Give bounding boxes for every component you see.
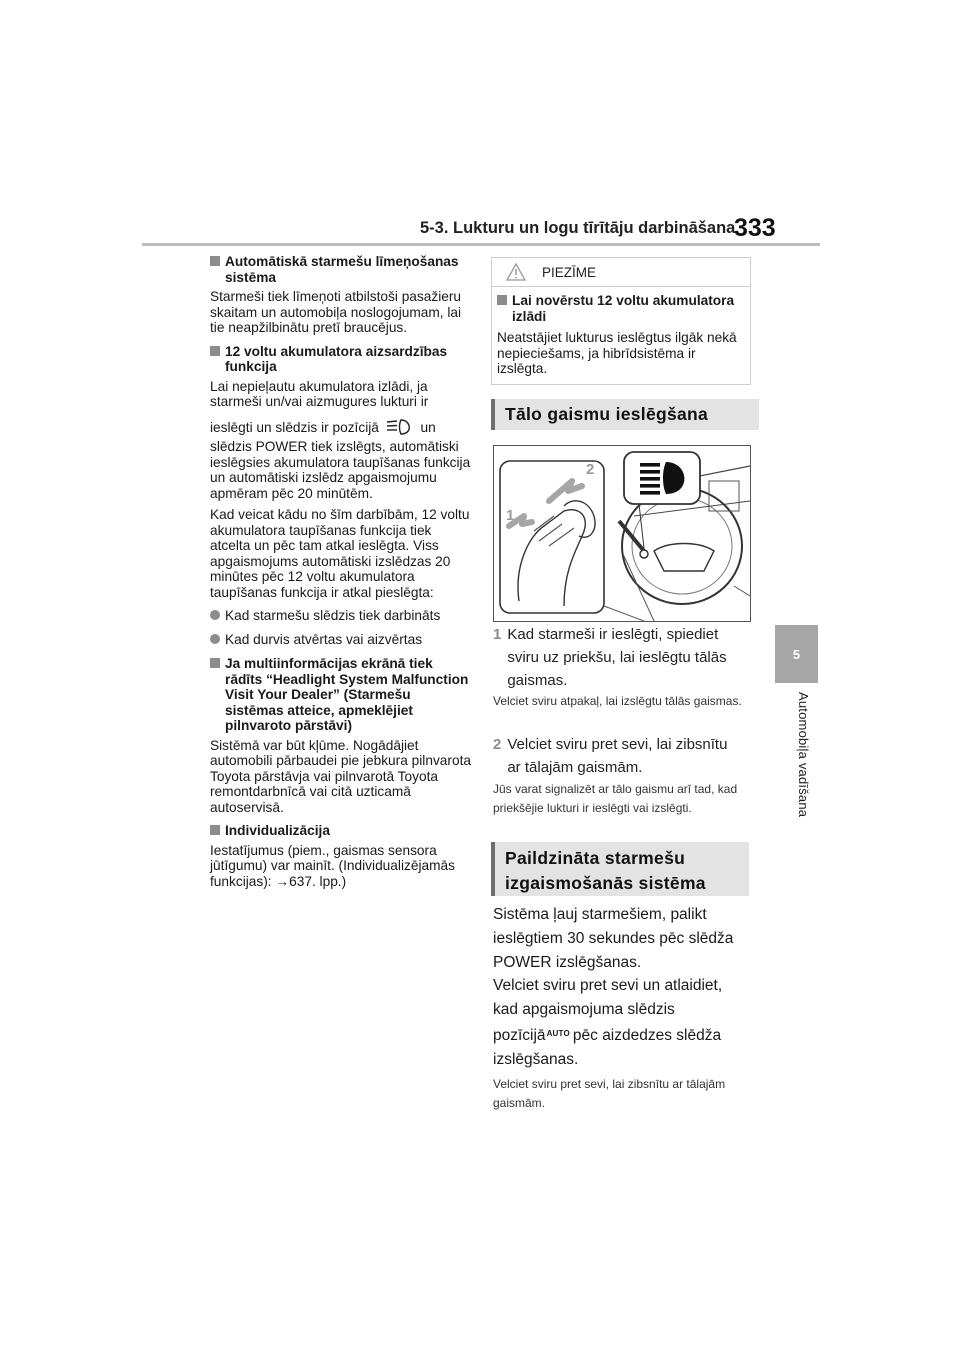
paragraph: Sistēma ļauj starmešiem, palikt ieslēgtiem 30 sekundes pēc slēdža POWER izslēgšanas. — [493, 906, 734, 971]
auto-icon: AUTO — [546, 1029, 570, 1038]
list-item-text: Kad starmešu slēdzis tiek darbināts — [225, 608, 441, 623]
page-number: 333 — [734, 214, 776, 242]
paragraph: Iestatījumus (piem., gaismas sensora jūtīgumu) var mainīt. (Individualizējamās funkcijas): →637. lpp.) — [210, 842, 455, 889]
heading-line-2: izgaismošanās sistēma — [505, 873, 706, 893]
chapter-tab: 5 — [775, 625, 818, 683]
note-header — [492, 258, 750, 287]
note-heading — [497, 293, 745, 324]
lever-illustration — [493, 445, 751, 622]
step-text: Velciet sviru pret sevi, lai zibsnītu ar tālajām gaismām. — [507, 736, 728, 776]
paragraph-text: ieslēgti un slēdzis ir pozīcijā — [210, 419, 379, 435]
paragraph-text: un slēdzis POWER tiek izslēgts, automātiski ieslēgsies akumulatora taupīšanas funkcija un automātiski izslēdz apgaismojumu apmēram pēc 20 minūtēm. — [210, 419, 471, 501]
round-bullet-icon — [210, 610, 220, 620]
step-2-note: Jūs varat signalizēt ar tālo gaismu arī tad, kad priekšējie lukturi ir ieslēgti vai izslēgti. — [493, 782, 738, 815]
step-1-note: Velciet sviru atpakaļ, lai izslēgtu tālās gaismas. — [493, 694, 742, 708]
paragraph-with-icon — [493, 974, 743, 1072]
headlight-icon — [385, 418, 415, 440]
paragraph-text: pēc aizdedzes slēdža izslēgšanas. — [493, 1027, 722, 1068]
high-beam-heading: Tālo gaismu ieslēgšana — [491, 399, 759, 430]
callout-2-label: 2 — [586, 461, 595, 478]
left-column — [210, 254, 472, 889]
section-heading — [210, 656, 472, 734]
paragraph: Starmeši tiek līmeņoti atbilstoši pasažieru skaitam un automobiļa noslogojumam, lai tie neapžilbinātu pretī braucējus. — [210, 289, 462, 335]
heading-text: Individualizācija — [225, 823, 330, 838]
callout-1-label: 1 — [506, 507, 515, 524]
heading-text: Ja multiinformācijas ekrānā tiek rādīts “Headlight System Malfunction Visit Your Dealer” (Starmešu sistēmas atteice, apmeklējiet pilnvaroto pārstāvi) — [225, 656, 469, 733]
list-item — [210, 632, 472, 648]
square-bullet-icon — [210, 658, 220, 668]
square-bullet-icon — [210, 346, 220, 356]
paragraph: Sistēmā var būt kļūme. Nogādājiet automobili pārbaudei pie jebkura pilnvarota Toyota pārstāvja vai pilnvarotā Toyota remontdarbnīcā vai citā uzticamā autoservisā. — [210, 737, 471, 815]
paragraph: Kad veicat kādu no šīm darbībām, 12 voltu akumulatora taupīšanas funkcija tiek atcelta un pēc tam atkal ieslēgta. Viss apgaismojums automātiski izslēdzas 20 minūtes pēc 12 voltu akumulatora taupīšanas funkcija ir atkal pieslēgta: — [210, 507, 470, 600]
step-2 — [493, 733, 737, 779]
note-text: Neatstājiet lukturus ieslēgtus ilgāk nekā nepieciešams, ja hibrīdsistēma ir izslēgta. — [497, 330, 737, 376]
note-box — [491, 257, 751, 385]
paragraph-text: Velciet sviru pret sevi un atlaidiet, kad apgaismojuma slēdzis pozīcijā — [493, 977, 723, 1044]
heading-line-1: Paildzināta starmešu — [505, 848, 686, 868]
section-heading — [210, 823, 472, 839]
extended-lighting-heading — [491, 842, 749, 896]
step-number: 2 — [493, 736, 502, 753]
list-item — [210, 608, 472, 624]
step-text: Kad starmeši ir ieslēgti, spiediet sviru uz priekšu, lai ieslēgtu tālās gaismas. — [507, 626, 727, 689]
steering-lever-drawing — [494, 446, 750, 621]
square-bullet-icon — [210, 256, 220, 266]
section-title: 5-3. Lukturu un logu tīrītāju darbināšana — [420, 219, 736, 237]
note-body — [492, 287, 750, 377]
note-label: PIEZĪME — [542, 265, 597, 280]
heading-text: Automātiskā starmešu līmeņošanas sistēma — [225, 254, 459, 285]
section-heading — [210, 254, 472, 285]
heading-text: Lai novērstu 12 voltu akumulatora izlādi — [512, 293, 735, 324]
square-bullet-icon — [497, 295, 507, 305]
paragraph-with-icon — [210, 418, 472, 502]
paragraph: Lai nepieļautu akumulatora izlādi, ja starmeši un/vai aizmugures lukturi ir — [210, 378, 429, 409]
section-heading — [210, 344, 472, 375]
list-item-text: Kad durvis atvērtas vai aizvērtas — [225, 631, 423, 647]
step-number: 1 — [493, 626, 502, 643]
chapter-label: Automobiļa vadīšana — [796, 692, 811, 818]
header-rule — [142, 243, 820, 246]
square-bullet-icon — [210, 825, 220, 835]
step-1 — [493, 623, 737, 692]
paragraph-note: Velciet sviru pret sevi, lai zibsnītu ar tālajām gaismām. — [493, 1077, 726, 1110]
warning-triangle-icon — [506, 263, 526, 286]
heading-text: 12 voltu akumulatora aizsardzības funkcija — [225, 343, 448, 374]
round-bullet-icon — [210, 634, 220, 644]
